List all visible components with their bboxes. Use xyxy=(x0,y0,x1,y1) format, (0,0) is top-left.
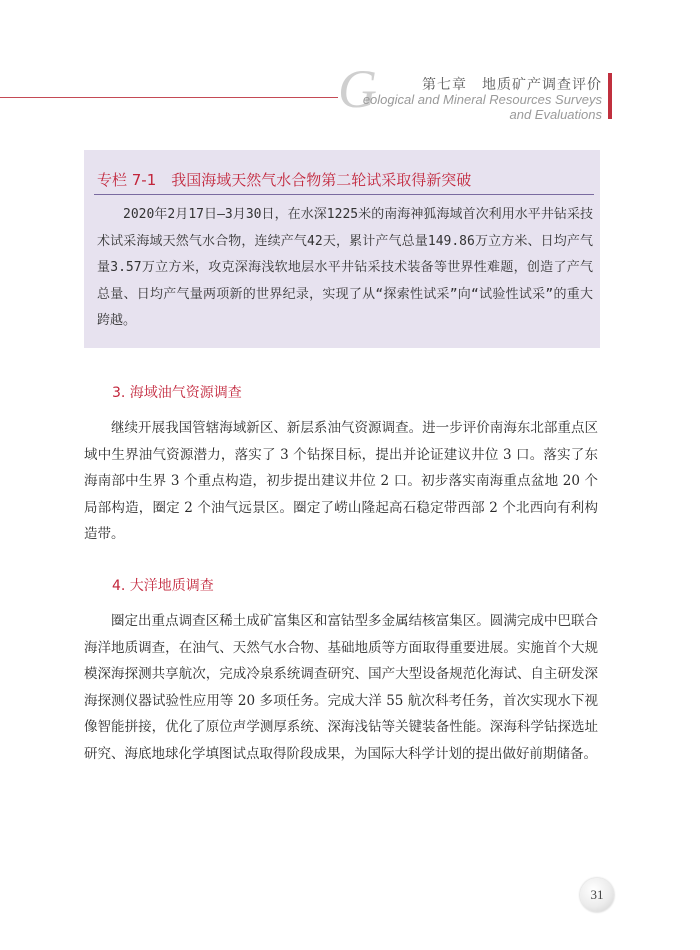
header-decorative-letter: G xyxy=(338,59,377,119)
feature-box-text: 2020年2月17日—3月30日，在水深1225米的南海神狐海域首次利用水平井钻采技术试采海域天然气水合物，连续产气42天，累计产气总量149.86万立方米、日均产气量3.57万立方米，攻克深海浅软地层水平井钻采技术装备等世界性难题，创造了产气总量、日均产气量两项新的世界纪录，实现了从“探索性试采”向“试验性试采”的重大跨越。 xyxy=(97,207,593,328)
section-paragraph-offshore-oil-gas: 继续开展我国管辖海域新区、新层系油气资源调查。进一步评价南海东北部重点区域中生界油气资源潜力，落实了 3 个钻探目标，提出并论证建议井位 3 口。落实了东海南部中生界 3 个重点构造，初步提出建议井位 2 口。初步落实南海重点盆地 20 个局部构造，圈定 2 个油气远景区。圈定了崂山隆起高石稳定带西部 2 个北西向有利构造带。 xyxy=(84,420,598,542)
page-number: 31 xyxy=(580,878,614,912)
section-heading-ocean-geology: 4. 大洋地质调查 xyxy=(112,578,214,594)
feature-box-title: 专栏 7-1 我国海域天然气水合物第二轮试采取得新突破 xyxy=(97,171,472,189)
section-paragraph-ocean-geology: 圈定出重点调查区稀土成矿富集区和富钴型多金属结核富集区。圆满完成中巴联合海洋地质调查，在油气、天然气水合物、基础地质等方面取得重要进展。实施首个大规模深海探测共享航次，完成冷泉系统调查研究、国产大型设备规范化海试、自主研发深海探测仪器试验性应用等 20 多项任务。完成大洋 55 航次科考任务，首次实现水下视像智能拼接，优化了原位声学测厚系统、深海浅钻等关键装备性能。深海科学钻探选址研究、海底地球化学填图试点取得阶段成果，为国际大科学计划的提出做好前期储备。 xyxy=(84,613,598,762)
header-accent-bar xyxy=(608,73,612,119)
feature-box-rule xyxy=(94,194,594,195)
feature-box xyxy=(84,150,600,348)
chapter-title: 第七章 地质矿产调查评价 xyxy=(422,76,602,92)
chapter-english-title-line1: eological and Mineral Resources Surveys xyxy=(362,92,602,107)
section-heading-offshore-oil-gas: 3. 海域油气资源调查 xyxy=(112,385,242,401)
chapter-english-title-line2: and Evaluations xyxy=(509,107,602,122)
header-rule xyxy=(0,97,338,98)
